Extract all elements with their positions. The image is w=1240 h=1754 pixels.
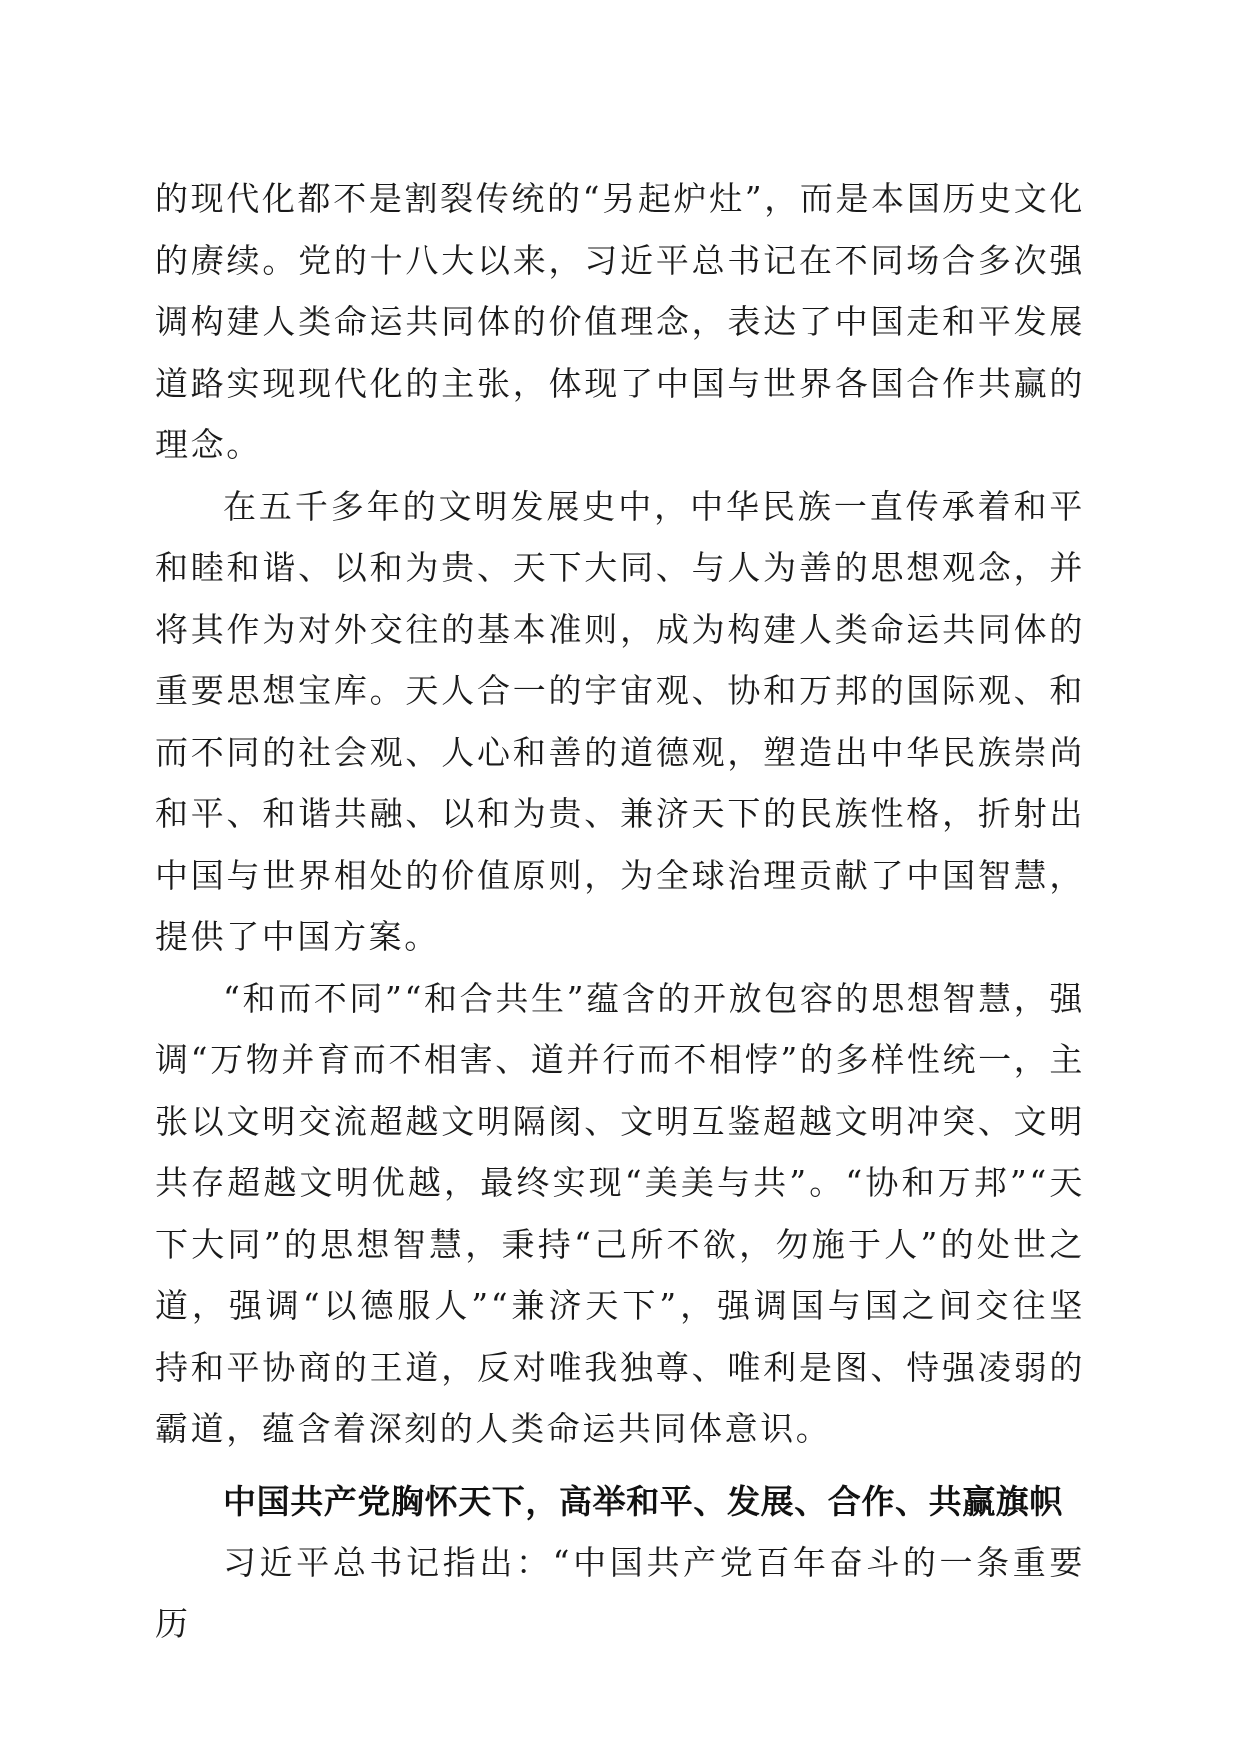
paragraph-harmony-wisdom: “和而不同”“和合共生”蕴含的开放包容的思想智慧，强调“万物并育而不相害、道并行而不相悖”的多样性统一，主张以文明交流超越文明隔阂、文明互鉴超越文明冲突、文明共存超越文明优越，最终实现“美美与共”。“协和万邦”“天下大同”的思想智慧，秉持“己所不欲，勿施于人”的处世之道，强调“以德服人”“兼济天下”，强调国与国之间交往坚持和平协商的王道，反对唯我独尊、唯利是图、恃强凌弱的霸道，蕴含着深刻的人类命运共同体意识。 — [155, 978, 1085, 1448]
document-body — [155, 168, 1085, 1655]
paragraph-continuation: 的现代化都不是割裂传统的“另起炉灶”，而是本国历史文化的赓续。党的十八大以来，习近平总书记在不同场合多次强调构建人类命运共同体的价值理念，表达了中国走和平发展道路实现现代化的主张，体现了中国与世界各国合作共赢的理念。 — [155, 179, 1085, 464]
paragraph-final: 习近平总书记指出：“中国共产党百年奋斗的一条重要历 — [155, 1542, 1085, 1643]
section-heading: 中国共产党胸怀天下，高举和平、发展、合作、共赢旗帜 — [223, 1481, 1063, 1521]
paragraph-civilization-history: 在五千多年的文明发展史中，中华民族一直传承着和平和睦和谐、以和为贵、天下大同、与人为善的思想观念，并将其作为对外交往的基本准则，成为构建人类命运共同体的重要思想宝库。天人合一的宇宙观、协和万邦的国际观、和而不同的社会观、人心和善的道德观，塑造出中华民族崇尚和平、和谐共融、以和为贵、兼济天下的民族性格，折射出中国与世界相处的价值原则，为全球治理贡献了中国智慧，提供了中国方案。 — [155, 486, 1085, 956]
